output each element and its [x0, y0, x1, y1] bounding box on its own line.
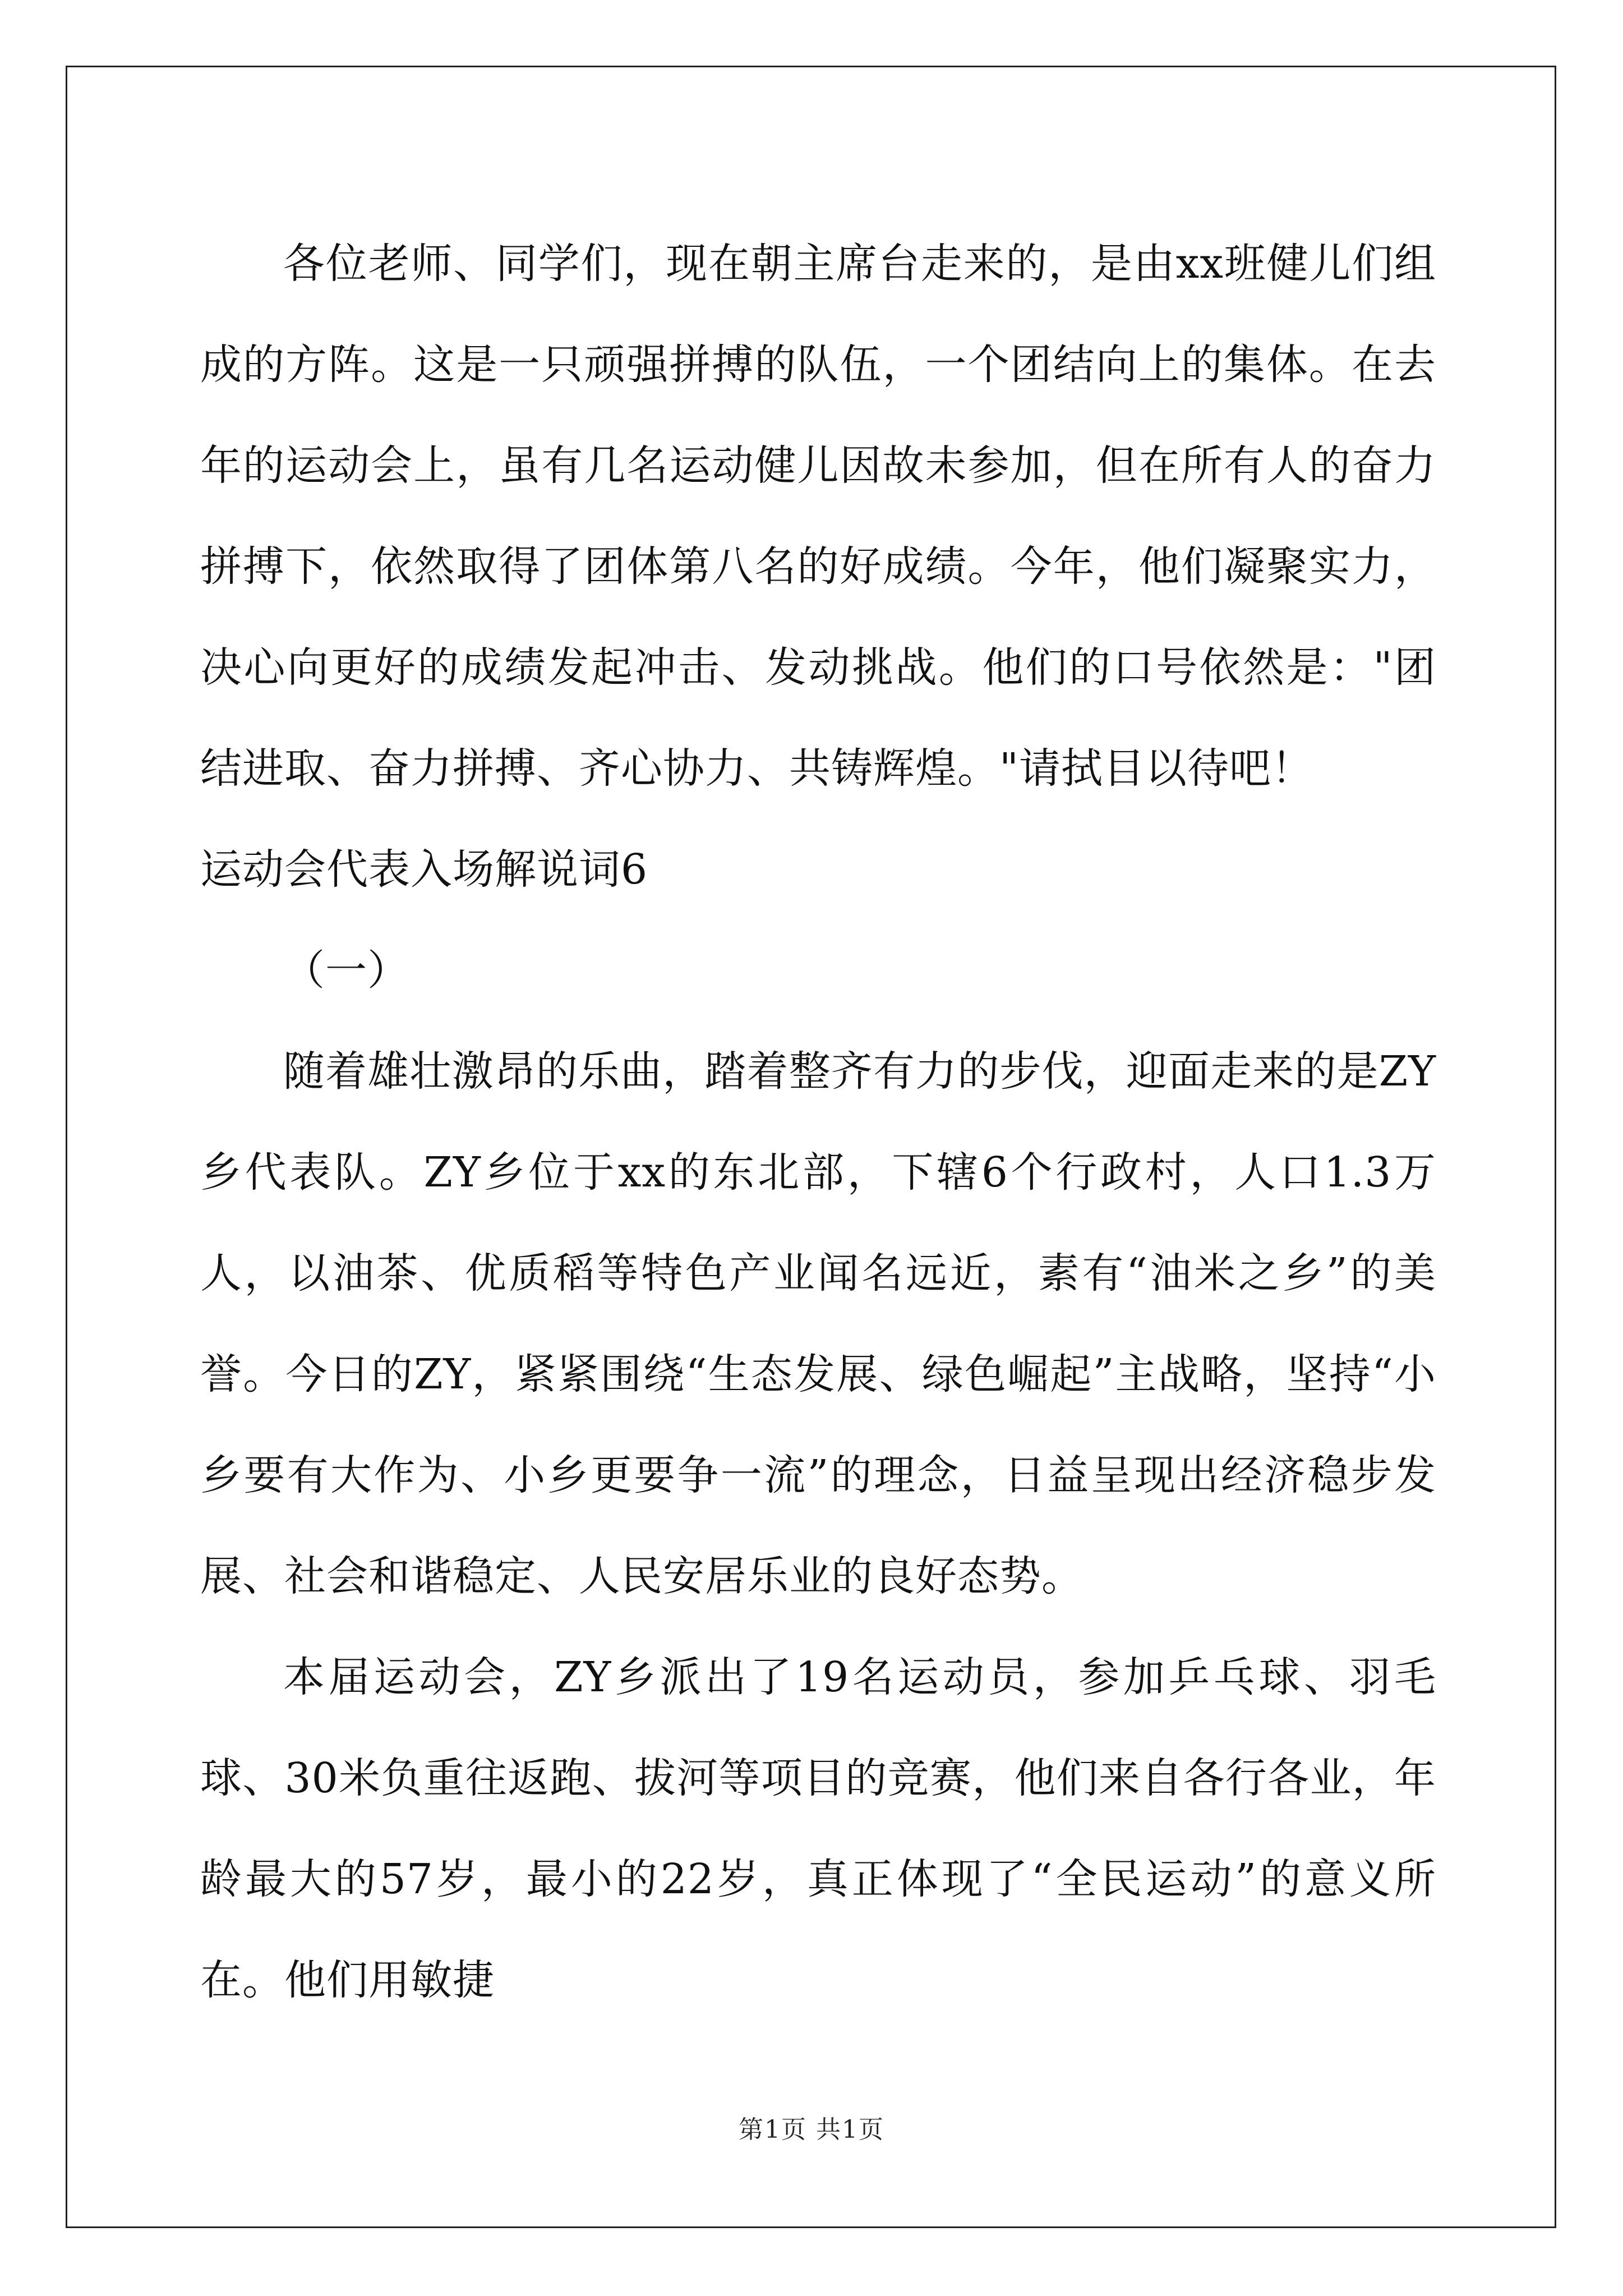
section-number: （一） — [283, 946, 409, 995]
paragraph-class-formation: 各位老师、同学们，现在朝主席台走来的，是由xx班健儿们组成的方阵。这是一只顽强拼搏的队伍，一个团结向上的集体。在去年的运动会上，虽有几名运动健儿因故未参加，但在所有人的奋力拼搏下，依然取得了团体第八名的好成绩。今年，他们凝聚实力，决心向更好的成绩发起冲击、发动挑战。他们的口号依然是："团结进取、奋力拼搏、齐心协力、共铸辉煌。"请拭目以待吧！ — [200, 240, 1436, 793]
paragraph-athletes: 本届运动会，ZY乡派出了19名运动员，参加乒乓球、羽毛球、30米负重往返跑、拔河等项目的竞赛，他们来自各行各业，年龄最大的57岁，最小的22岁，真正体现了“全民运动”的意义所在。他们用敏捷 — [200, 1653, 1436, 2004]
page-number: 第1页 共1页 — [739, 2115, 884, 2144]
document-body — [200, 213, 1436, 2031]
section-title: 运动会代表入场解说词6 — [200, 845, 648, 894]
paragraph-team-intro: 随着雄壮激昂的乐曲，踏着整齐有力的步伐，迎面走来的是ZY乡代表队。ZY乡位于xx的东北部，下辖6个行政村，人口1.3万人，以油茶、优质稻等特色产业闻名远近，素有“油米之乡”的美誉。今日的ZY，紧紧围绕“生态发展、绿色崛起”主战略，坚持“小乡要有大作为、小乡更要争一流”的理念，日益呈现出经济稳步发展、社会和谐稳定、人民安居乐业的良好态势。 — [200, 1047, 1436, 1600]
